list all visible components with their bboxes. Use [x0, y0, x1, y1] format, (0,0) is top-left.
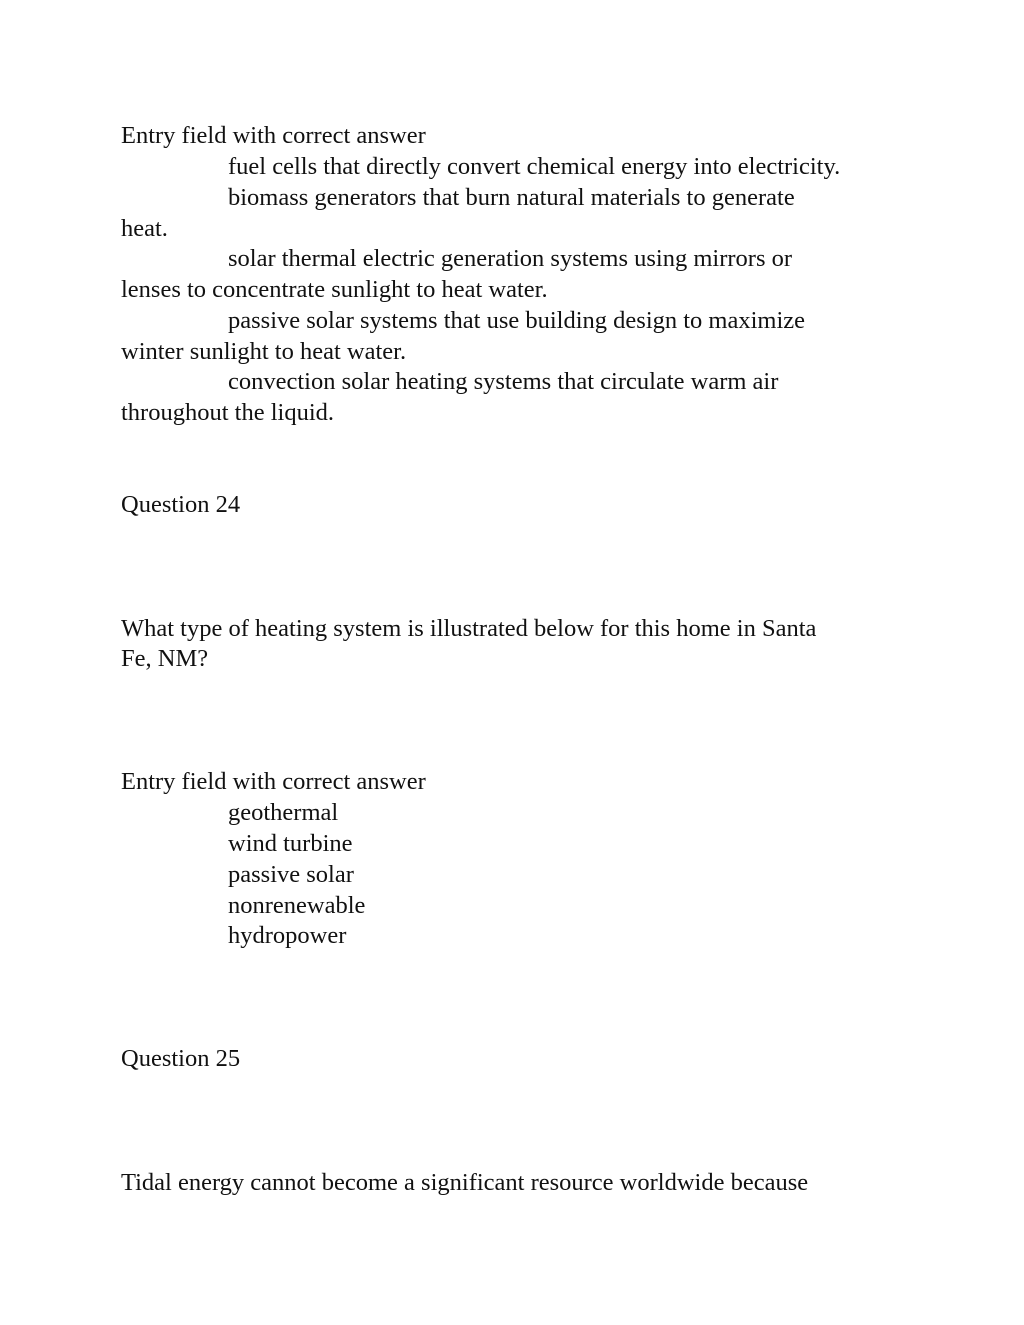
question-24-prompt-cont: Fe, NM? — [121, 645, 209, 672]
answer-option-convection-cont: throughout the liquid. — [121, 399, 334, 426]
answer-field-label: Entry field with correct answer — [121, 768, 426, 795]
question-25-prompt: Tidal energy cannot become a significant resource worldwide because — [121, 1169, 809, 1196]
answer-option-biomass[interactable]: biomass generators that burn natural materials to generate — [228, 184, 795, 211]
answer-option-solar-thermal[interactable]: solar thermal electric generation systems using mirrors or — [228, 245, 793, 272]
answer-option-geothermal[interactable]: geothermal — [228, 799, 339, 826]
question-25-heading: Question 25 — [121, 1045, 241, 1072]
answer-option-passive-solar[interactable]: passive solar systems that use building design to maximize — [228, 307, 806, 334]
answer-option-hydropower[interactable]: hydropower — [228, 922, 347, 949]
question-24-prompt: What type of heating system is illustrated below for this home in Santa — [121, 615, 817, 642]
question-24-heading: Question 24 — [121, 491, 241, 518]
answer-option-biomass-cont: heat. — [121, 215, 168, 242]
answer-option-convection[interactable]: convection solar heating systems that circulate warm air — [228, 368, 779, 395]
answer-option-wind-turbine[interactable]: wind turbine — [228, 830, 353, 857]
answer-option-passive-solar-cont: winter sunlight to heat water. — [121, 338, 407, 365]
answer-field-label: Entry field with correct answer — [121, 122, 426, 149]
answer-option-nonrenewable[interactable]: nonrenewable — [228, 892, 366, 919]
answer-option-solar-thermal-cont: lenses to concentrate sunlight to heat water. — [121, 276, 548, 303]
answer-option-passive-solar[interactable]: passive solar — [228, 861, 354, 888]
answer-option-fuel-cells[interactable]: fuel cells that directly convert chemical energy into electricity. — [228, 153, 841, 180]
